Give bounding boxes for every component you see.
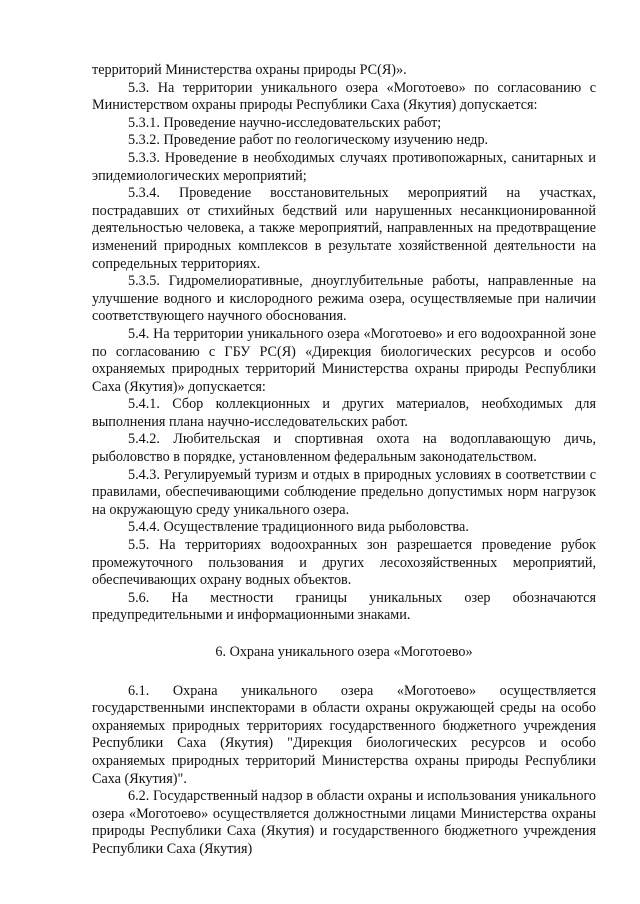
paragraph-5-4-2: 5.4.2. Любительская и спортивная охота на водоплавающую дичь, рыболовство в порядке, установленном федеральным законодательством.: [92, 431, 596, 466]
paragraph-6-2: 6.2. Государственный надзор в области охраны и использования уникального озера «Моготоево» осуществляется должностными лицами Министерства охраны природы Республики Саха (Якутия) и государственного бюджетного учреждения Республики Саха (Якутия): [92, 788, 596, 857]
paragraph-5-4-1: 5.4.1. Сбор коллекционных и других материалов, необходимых для выполнения плана научно-исследовательских работ.: [92, 396, 596, 430]
paragraph-6-1: 6.1. Охрана уникального озера «Моготоево» осуществляется государственными инспекторами в области охраны окружающей среды на особо охраняемых природных территориях государственного бюджетного учреждения Республики Саха (Якутия) "Дирекция биологических ресурсов и особо охраняемых природных территорий Министерства охраны природы Республики Саха (Якутия)".: [92, 682, 596, 787]
document-body: [92, 62, 596, 859]
paragraph-5-6: 5.6. На местности границы уникальных озер обозначаются предупредительными и информационными знаками.: [92, 589, 596, 624]
paragraph-5-3-5: 5.3.5. Гидромелиоративные, дноуглубительные работы, направленные на улучшение водного и кислородного режима озера, осуществляемые при наличии соответствующего научного обоснования.: [92, 273, 596, 325]
paragraph-5-5: 5.5. На территориях водоохранных зон разрешается проведение рубок промежуточного пользования и других лесохозяйственных мероприятий, обеспечивающих охрану водных объектов.: [92, 537, 596, 589]
paragraph-5-4: 5.4. На территории уникального озера «Моготоево» и его водоохранной зоне по согласованию с ГБУ РС(Я) «Дирекция биологических ресурсов и особо охраняемых природных территорий Министерства охраны природы Республики Саха (Якутия)» допускается:: [92, 325, 596, 395]
paragraph-5-3-4: 5.3.4. Проведение восстановительных мероприятий на участках, пострадавших от стихийных бедствий или нарушенных несанкционированной деятельностью человека, а также мероприятий, направленных на предотвращение изменений природных комплексов в результате хозяйственной деятельности на сопредельных территориях.: [92, 185, 596, 272]
paragraph-5-3-3: 5.3.3. Нроведение в необходимых случаях противопожарных, санитарных и эпидемиологических мероприятий;: [92, 149, 596, 184]
section-heading: 6. Охрана уникального озера «Моготоево»: [215, 644, 473, 660]
paragraph-5-4-4: 5.4.4. Осуществление традиционного вида рыболовства.: [128, 519, 469, 536]
paragraph-5-3-2: 5.3.2. Проведение работ по геологическому изучению недр.: [128, 132, 489, 149]
paragraph: территорий Министерства охраны природы РС(Я)».: [92, 62, 407, 78]
paragraph-5-4-3: 5.4.3. Регулируемый туризм и отдых в природных условиях в соответствии с правилами, обеспечивающими соблюдение предельно допустимых норм нагрузок на окружающую среду уникального озера.: [92, 466, 596, 518]
paragraph-5-3-1: 5.3.1. Проведение научно-исследовательских работ;: [128, 114, 442, 131]
paragraph-5-3: 5.3. На территории уникального озера «Моготоево» по согласованию с Министерством охраны природы Республики Саха (Якутия) допускается:: [92, 79, 596, 114]
